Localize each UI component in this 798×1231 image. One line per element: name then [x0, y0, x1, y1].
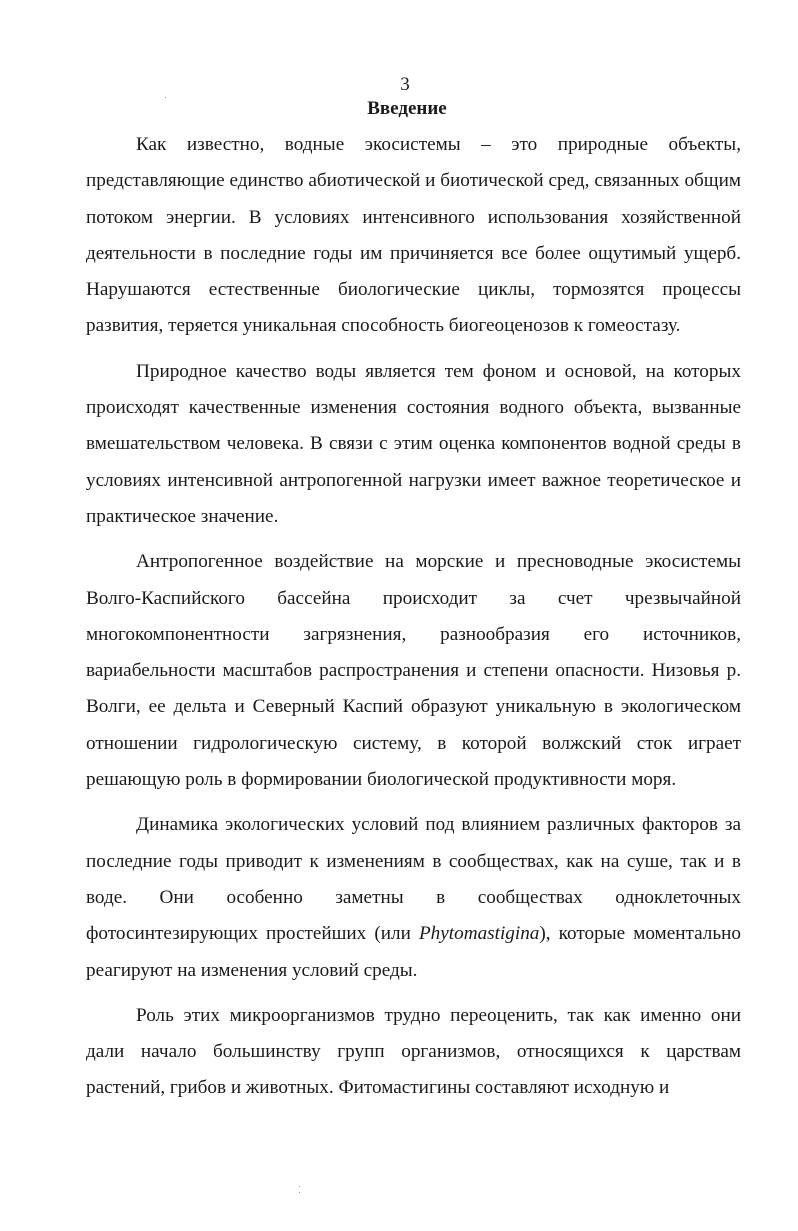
paragraph-4-text-after: ), которые моментально реагируют на изменения условий среды.: [86, 923, 741, 981]
paragraph-1: Как известно, водные экосистемы – это природные объекты, представляющие единство абиотической и биотической сред, связанных общим потоком энергии. В условиях интенсивного использования хозяйственной деятельности в последние годы им причиняется все более ощутимый ущерб. Нарушаются естественные биологические циклы, тормозятся процессы развития, теряется уникальная способность биогеоценозов к гомеостазу.: [86, 134, 741, 337]
paragraph-4-text-before: Динамика экологических условий под влиянием различных факторов за последние годы приводит к изменениям в сообществах, как на суше, так и в воде. Они особенно заметны в сообществах одноклеточных фотосинтезирующих простейших (или: [86, 814, 741, 945]
paragraph-5: Роль этих микроорганизмов трудно переоценить, так как именно они дали начало большинству групп организмов, относящихся к царствам растений, грибов и животных. Фитомастигины составляют исходную и: [86, 1004, 741, 1099]
paragraph-4-latin-term: Phytomastigina: [418, 923, 540, 945]
section-heading: Введение: [367, 98, 447, 119]
paragraph-3: Антропогенное воздействие на морские и пресноводные экосистемы Волго-Каспийского бассейна происходит за счет чрезвычайной многокомпонентности загрязнения, разнообразия его источников, вариабельности масштабов распространения и степени опасности. Низовья р. Волги, ее дельта и Северный Каспий образуют уникальную в экологическом отношении гидрологическую систему, в которой волжский сток играет решающую роль в формировании биологической продуктивности моря.: [86, 551, 741, 791]
page-number: 3: [400, 74, 410, 95]
paragraph-2: Природное качество воды является тем фоном и основой, на которых происходят качественные изменения состояния водного объекта, вызванные вмешательством человека. В связи с этим оценка компонентов водной среды в условиях интенсивной антропогенной нагрузки имеет важное теоретическое и практическое значение.: [86, 360, 741, 527]
body-text: [86, 127, 741, 1107]
paragraph-4: [86, 807, 741, 988]
scan-artifact-dot: [299, 1186, 300, 1187]
scan-artifact-dot: [165, 97, 166, 98]
scan-artifact-dot: [299, 1192, 300, 1193]
